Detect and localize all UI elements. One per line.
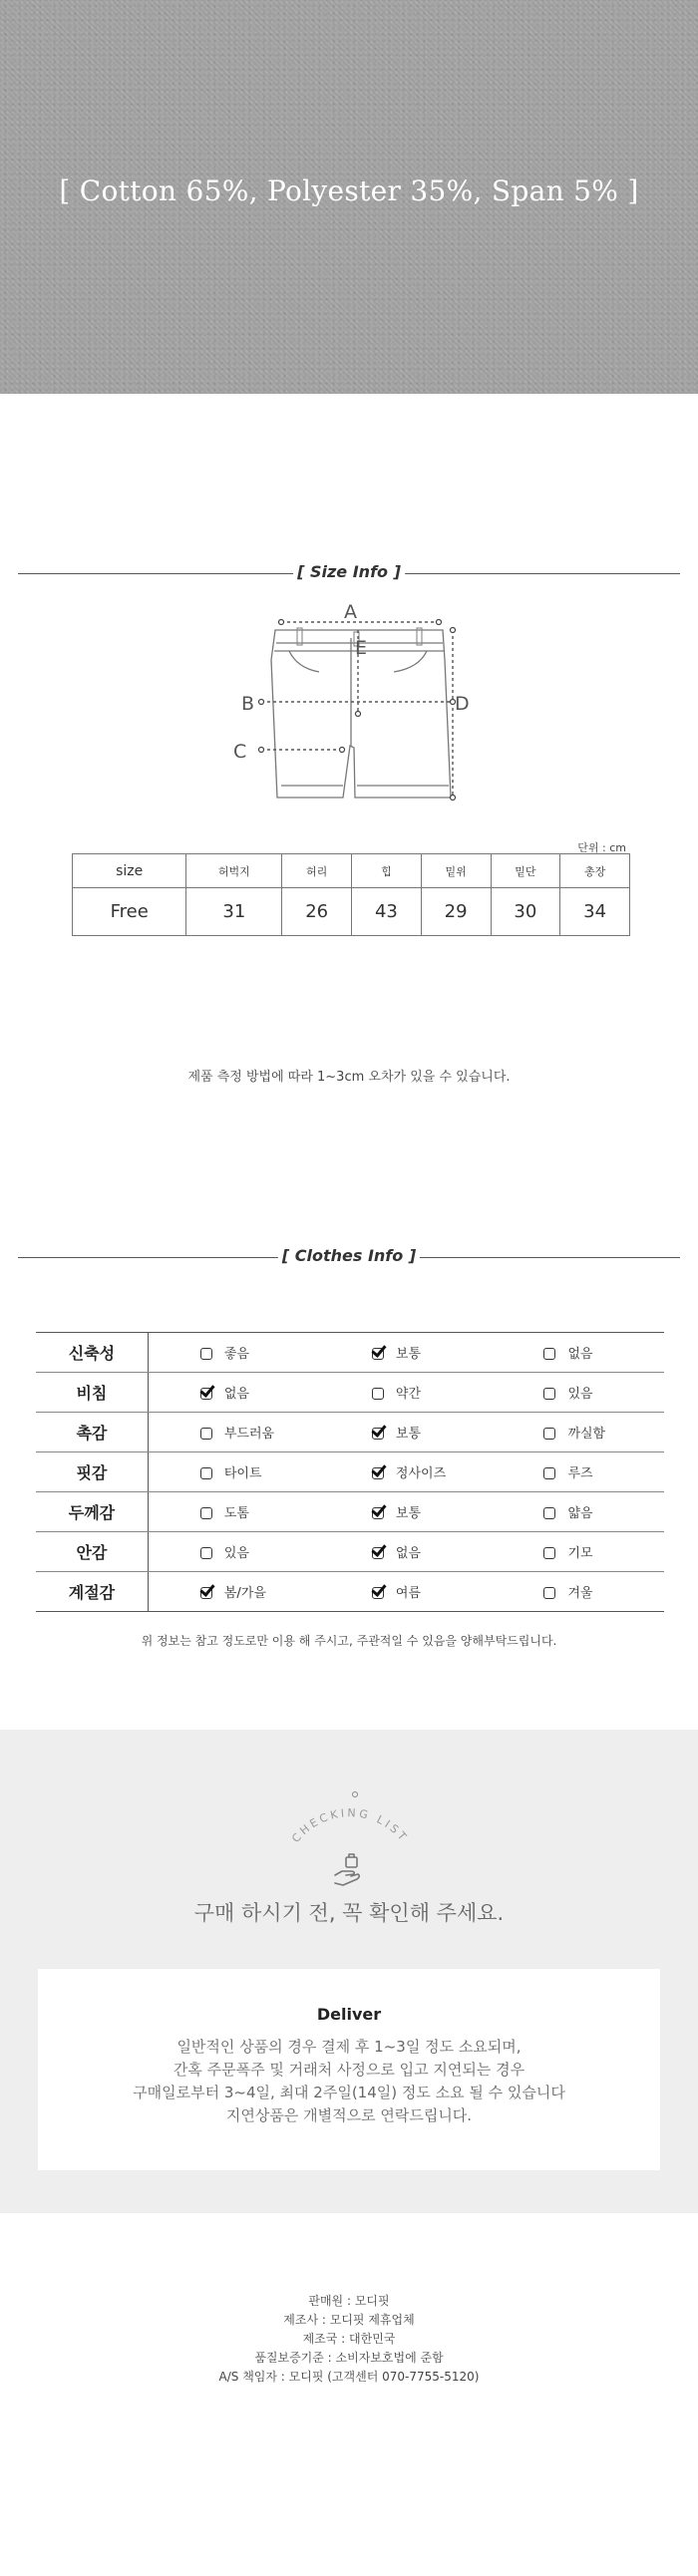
size-info-heading — [0, 558, 698, 588]
unchecked-checkbox-icon — [543, 1428, 555, 1440]
checking-list-arc-text: CHECKING LIST — [289, 1806, 411, 1845]
hand-box-icon — [335, 1854, 359, 1885]
deliver-line: 일반적인 상품의 경우 결제 후 1~3일 정도 소요되며, — [176, 2038, 522, 2056]
checked-checkbox-icon — [372, 1467, 384, 1479]
checked-checkbox-icon — [372, 1507, 384, 1519]
fabric-composition: [ Cotton 65%, Polyester 35%, Span 5% ] — [59, 174, 639, 207]
header-cell: 허벅지 — [186, 854, 282, 888]
clothes-info-heading — [0, 1242, 698, 1272]
clothes-option — [320, 1572, 493, 1612]
checked-checkbox-icon — [200, 1587, 212, 1599]
size-cell: Free — [73, 888, 186, 936]
value-cell: 30 — [491, 888, 560, 936]
clothes-option — [148, 1532, 320, 1572]
header-cell: 총장 — [560, 854, 630, 888]
deliver-line: 지연상품은 개별적으로 연락드립니다. — [225, 2106, 473, 2124]
value-cell: 29 — [421, 888, 491, 936]
seller-info — [0, 2292, 698, 2387]
clothes-option — [148, 1492, 320, 1532]
table-row — [36, 1532, 664, 1572]
deliver-box — [38, 1969, 660, 2170]
value-cell: 26 — [282, 888, 352, 936]
clothes-option — [492, 1452, 664, 1492]
table-row — [36, 1572, 664, 1612]
deliver-line: 구매일로부터 3~4일, 최대 2주일(14일) 정도 소요 될 수 있습니다 — [133, 2084, 565, 2101]
header-cell: 힙 — [352, 854, 422, 888]
option-label: 없음 — [223, 1387, 249, 1402]
clothes-option — [148, 1572, 320, 1612]
option-label: 보통 — [395, 1427, 422, 1442]
option-label: 겨울 — [567, 1586, 593, 1601]
option-label: 도톰 — [223, 1506, 249, 1521]
checking-list-badge — [0, 1730, 698, 1899]
clothes-option — [320, 1413, 493, 1452]
deliver-title: Deliver — [316, 2005, 382, 2024]
clothes-note: 위 정보는 참고 정도로만 이용 해 주시고, 주관적일 수 있음을 양해부탁드립니다. — [141, 1634, 557, 1648]
option-label: 까실함 — [567, 1427, 606, 1442]
header-cell: 밑위 — [421, 854, 491, 888]
size-note: 제품 측정 방법에 따라 1~3cm 오차가 있을 수 있습니다. — [187, 1070, 511, 1085]
size-table — [72, 853, 630, 936]
footer-line: 제조국 : 대한민국 — [302, 2332, 396, 2346]
unchecked-checkbox-icon — [543, 1547, 555, 1559]
option-label: 없음 — [567, 1347, 593, 1362]
clothes-category: 촉감 — [36, 1413, 148, 1452]
unchecked-checkbox-icon — [543, 1467, 555, 1479]
header-cell: 밑단 — [491, 854, 560, 888]
value-cell: 34 — [560, 888, 630, 936]
option-label: 기모 — [567, 1546, 593, 1561]
table-row — [36, 1333, 664, 1373]
unchecked-checkbox-icon — [543, 1587, 555, 1599]
clothes-info-table — [36, 1332, 664, 1612]
footer-line: 판매원 : 모디핏 — [308, 2294, 390, 2308]
clothes-option — [320, 1492, 493, 1532]
header-cell: size — [73, 854, 186, 888]
clothes-option — [148, 1413, 320, 1452]
clothes-option — [492, 1532, 664, 1572]
header-cell: 허리 — [282, 854, 352, 888]
option-label: 있음 — [223, 1546, 249, 1561]
checked-checkbox-icon — [372, 1547, 384, 1559]
fabric-banner — [0, 0, 698, 394]
label-a: A — [344, 601, 357, 623]
option-label: 여름 — [395, 1586, 422, 1601]
clothes-option — [320, 1532, 493, 1572]
clothes-option — [320, 1333, 493, 1373]
option-label: 봄/가을 — [223, 1586, 266, 1601]
clothes-option — [148, 1452, 320, 1492]
clothes-option — [492, 1413, 664, 1452]
option-label: 좋음 — [223, 1347, 249, 1362]
clothes-category: 두께감 — [36, 1492, 148, 1532]
size-info-title: [ Size Info ] — [293, 562, 405, 581]
label-b: B — [241, 693, 255, 715]
clothes-info-title: [ Clothes Info ] — [278, 1246, 420, 1265]
deliver-body — [38, 2036, 660, 2127]
clothes-option — [492, 1333, 664, 1373]
table-row — [36, 1373, 664, 1413]
option-label: 보통 — [395, 1506, 422, 1521]
clothes-option — [492, 1492, 664, 1532]
unchecked-checkbox-icon — [372, 1388, 384, 1400]
checked-checkbox-icon — [372, 1428, 384, 1440]
value-cell: 31 — [186, 888, 282, 936]
shorts-diagram-svg — [0, 601, 698, 817]
table-row — [36, 1492, 664, 1532]
label-d: D — [455, 693, 470, 715]
clothes-option — [320, 1452, 493, 1492]
clothes-category: 핏감 — [36, 1452, 148, 1492]
clothes-category: 비침 — [36, 1373, 148, 1413]
footer-line: 품질보증기준 : 소비자보호법에 준함 — [254, 2351, 444, 2365]
unchecked-checkbox-icon — [200, 1467, 212, 1479]
size-table-header — [73, 854, 630, 888]
footer-line: A/S 책임자 : 모디핏 (고객센터 070-7755-5120) — [218, 2370, 480, 2384]
checked-checkbox-icon — [372, 1587, 384, 1599]
footer-line: 제조사 : 모디핏 제휴업체 — [283, 2313, 415, 2327]
label-e: E — [355, 637, 368, 659]
unchecked-checkbox-icon — [543, 1388, 555, 1400]
clothes-category: 계절감 — [36, 1572, 148, 1612]
clothes-option — [148, 1333, 320, 1373]
option-label: 없음 — [395, 1546, 422, 1561]
option-label: 부드러움 — [223, 1427, 275, 1442]
value-cell: 43 — [352, 888, 422, 936]
unchecked-checkbox-icon — [200, 1428, 212, 1440]
confirm-message: 구매 하시기 전, 꼭 확인해 주세요. — [193, 1901, 505, 1925]
clothes-option — [492, 1373, 664, 1413]
table-row — [36, 1452, 664, 1492]
option-label: 보통 — [395, 1347, 422, 1362]
clothes-category: 안감 — [36, 1532, 148, 1572]
clothes-option — [320, 1373, 493, 1413]
unchecked-checkbox-icon — [543, 1507, 555, 1519]
shorts-diagram — [0, 601, 698, 817]
option-label: 얇음 — [567, 1506, 593, 1521]
option-label: 있음 — [567, 1387, 593, 1402]
unit-label: 단위 : cm — [577, 841, 626, 854]
unchecked-checkbox-icon — [200, 1348, 212, 1360]
clothes-option — [148, 1373, 320, 1413]
option-label: 정사이즈 — [395, 1466, 447, 1481]
clothes-option — [492, 1572, 664, 1612]
checked-checkbox-icon — [200, 1388, 212, 1400]
checking-list-section — [0, 1730, 698, 2213]
table-row — [36, 1413, 664, 1452]
unchecked-checkbox-icon — [543, 1348, 555, 1360]
option-label: 타이트 — [223, 1466, 262, 1481]
label-c: C — [233, 741, 247, 763]
unchecked-checkbox-icon — [200, 1507, 212, 1519]
option-label: 루즈 — [567, 1466, 593, 1481]
checked-checkbox-icon — [372, 1348, 384, 1360]
option-label: 약간 — [395, 1387, 422, 1402]
unchecked-checkbox-icon — [200, 1547, 212, 1559]
deliver-line: 간혹 주문폭주 및 거래처 사정으로 입고 지연되는 경우 — [173, 2061, 525, 2079]
clothes-category: 신축성 — [36, 1333, 148, 1373]
table-row — [73, 888, 630, 936]
